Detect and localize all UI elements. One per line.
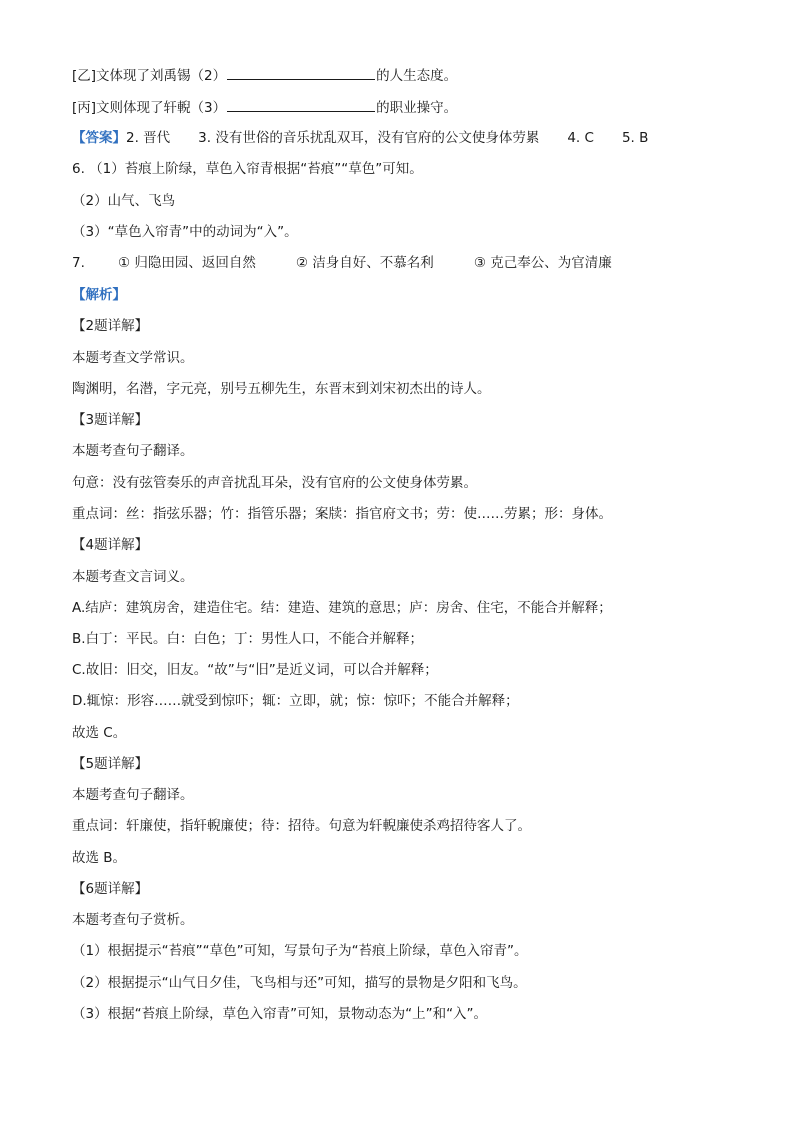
q5-line-3: 故选 B。 xyxy=(72,850,127,866)
answer-6-1: 6. （1）苔痕上阶绿，草色入帘青根据“苔痕”“草色”可知。 xyxy=(72,161,423,177)
question-bing-line xyxy=(72,98,457,117)
answer-2: 2. 晋代 xyxy=(126,130,171,146)
q2-line-1: 本题考查文学常识。 xyxy=(72,350,194,366)
question-yi-line xyxy=(72,66,457,85)
analysis-tag: 【解析】 xyxy=(72,287,126,303)
bing-answer-blank xyxy=(227,98,375,112)
answer-7-line xyxy=(72,254,612,272)
yi-answer-blank xyxy=(227,66,375,80)
answer-7-a: ① 归隐田园、返回自然 xyxy=(118,255,256,271)
bing-prefix: [丙]文则体现了轩輗（3） xyxy=(72,100,227,116)
answer-tag: 【答案】 xyxy=(72,130,126,146)
answer-7-c: ③ 克己奉公、为官清廉 xyxy=(473,255,612,271)
answer-4: 4. C xyxy=(567,130,594,146)
q6-line-2: （1）根据提示“苔痕”“草色”可知，写景句子为“苔痕上阶绿，草色入帘青”。 xyxy=(72,943,528,959)
q3-heading: 【3题详解】 xyxy=(72,412,149,428)
answer-5: 5. B xyxy=(621,130,649,146)
q4-line-6: 故选 C。 xyxy=(72,725,127,741)
answer-7-number: 7. xyxy=(72,255,85,271)
q5-heading: 【5题详解】 xyxy=(72,756,149,772)
answer-6-2: （2）山气、飞鸟 xyxy=(72,193,176,209)
q3-line-2: 句意：没有弦管奏乐的声音扰乱耳朵，没有官府的公文使身体劳累。 xyxy=(72,475,477,491)
q6-line-4: （3）根据“苔痕上阶绿，草色入帘青”可知，景物动态为“上”和“入”。 xyxy=(72,1006,488,1022)
q3-line-3: 重点词：丝：指弦乐器；竹：指管乐器；案牍：指官府文书；劳：使……劳累；形：身体。 xyxy=(72,506,612,522)
bing-suffix: 的职业操守。 xyxy=(376,100,458,116)
q4-line-2: A.结庐：建筑房舍，建造住宅。结：建造、建筑的意思；庐：房舍、住宅，不能合并解释； xyxy=(72,600,612,616)
q5-line-2: 重点词：轩廉使，指轩輗廉使；待：招待。句意为轩輗廉使杀鸡招待客人了。 xyxy=(72,818,531,834)
q2-line-2: 陶渊明，名潜，字元亮，别号五柳先生，东晋末到刘宋初杰出的诗人。 xyxy=(72,381,491,397)
q2-heading: 【2题详解】 xyxy=(72,318,149,334)
q4-line-4: C.故旧：旧交，旧友。“故”与“旧”是近义词，可以合并解释； xyxy=(72,662,438,678)
q6-line-1: 本题考查句子赏析。 xyxy=(72,912,194,928)
q6-line-3: （2）根据提示“山气日夕佳，飞鸟相与还”可知，描写的景物是夕阳和飞鸟。 xyxy=(72,975,527,991)
answer-line xyxy=(72,129,648,147)
q4-heading: 【4题详解】 xyxy=(72,537,149,553)
q5-line-1: 本题考查句子翻译。 xyxy=(72,787,194,803)
q3-line-1: 本题考查句子翻译。 xyxy=(72,443,194,459)
yi-prefix: [乙]文体现了刘禹锡（2） xyxy=(72,68,227,84)
q4-line-5: D.辄惊：形容……就受到惊吓；辄：立即，就；惊：惊吓；不能合并解释； xyxy=(72,693,519,709)
q6-heading: 【6题详解】 xyxy=(72,881,149,897)
q4-line-1: 本题考查文言词义。 xyxy=(72,569,194,585)
q4-line-3: B.白丁：平民。白：白色；丁：男性人口，不能合并解释； xyxy=(72,631,424,647)
answer-7-b: ② 洁身自好、不慕名利 xyxy=(295,255,434,271)
yi-suffix: 的人生态度。 xyxy=(376,68,458,84)
answer-6-3: （3）“草色入帘青”中的动词为“入”。 xyxy=(72,224,298,240)
answer-3: 3. 没有世俗的音乐扰乱双耳，没有官府的公文使身体劳累 xyxy=(198,130,540,146)
